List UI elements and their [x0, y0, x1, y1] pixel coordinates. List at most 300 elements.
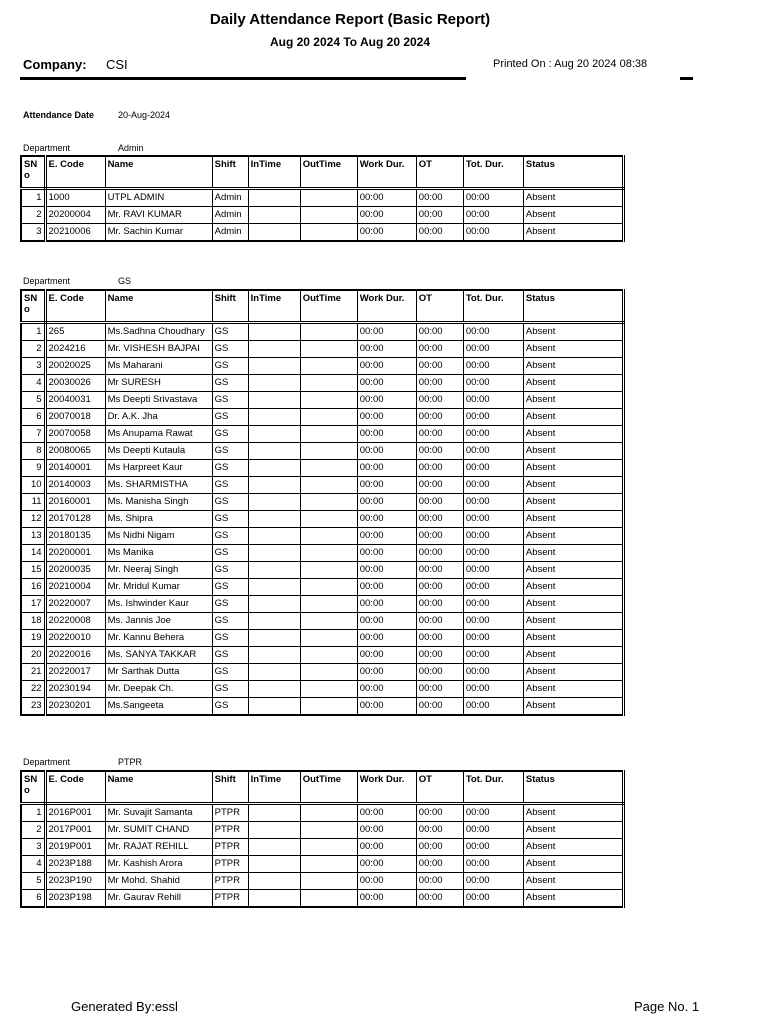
table-row — [21, 698, 624, 716]
table-cell: Absent — [523, 596, 623, 613]
table-cell: 20220016 — [45, 647, 105, 664]
table-cell — [248, 856, 300, 873]
table-cell: Absent — [523, 224, 623, 242]
table-cell: 00:00 — [357, 477, 416, 494]
table-cell: 00:00 — [357, 375, 416, 392]
page-number: Page No. 1 — [634, 999, 700, 1014]
table-cell: 2 — [21, 207, 45, 224]
table-cell: Absent — [523, 511, 623, 528]
table-cell: 00:00 — [416, 511, 463, 528]
table-cell: 00:00 — [357, 189, 416, 207]
table-cell — [248, 839, 300, 856]
table-cell: 19 — [21, 630, 45, 647]
table-cell: 00:00 — [463, 409, 523, 426]
table-cell: Ms. Jannis Joe — [105, 613, 212, 630]
table-cell: 20200035 — [45, 562, 105, 579]
table-row — [21, 890, 624, 908]
table-cell: 20070018 — [45, 409, 105, 426]
table-cell: GS — [212, 494, 248, 511]
table-cell: 00:00 — [416, 804, 463, 822]
table-cell — [248, 392, 300, 409]
column-header: SN o — [21, 771, 45, 804]
table-cell: Absent — [523, 409, 623, 426]
table-cell: 20180135 — [45, 528, 105, 545]
table-cell: 00:00 — [357, 630, 416, 647]
table-cell: 17 — [21, 596, 45, 613]
table-cell — [248, 873, 300, 890]
table-cell: 20 — [21, 647, 45, 664]
table-cell: Ms. SHARMISTHA — [105, 477, 212, 494]
table-row — [21, 494, 624, 511]
table-cell: 00:00 — [416, 341, 463, 358]
table-row — [21, 224, 624, 242]
table-cell: 00:00 — [416, 528, 463, 545]
table-cell: 5 — [21, 873, 45, 890]
table-cell: 00:00 — [416, 681, 463, 698]
table-cell: 20200001 — [45, 545, 105, 562]
table-cell: 1 — [21, 323, 45, 341]
table-cell: Ms Maharani — [105, 358, 212, 375]
table-cell — [248, 804, 300, 822]
table-cell: 20230194 — [45, 681, 105, 698]
table-cell — [300, 460, 357, 477]
table-cell: 20210006 — [45, 224, 105, 242]
table-cell: 00:00 — [463, 189, 523, 207]
table-cell — [248, 681, 300, 698]
table-cell: Mr. RAJAT REHILL — [105, 839, 212, 856]
table-cell: Ms.Sangeeta — [105, 698, 212, 716]
table-cell: 00:00 — [463, 630, 523, 647]
table-cell — [300, 613, 357, 630]
table-cell — [248, 460, 300, 477]
printed-on: Printed On : Aug 20 2024 08:38 — [493, 58, 648, 70]
table-cell — [300, 392, 357, 409]
table-cell: 10 — [21, 477, 45, 494]
table-cell: 00:00 — [357, 323, 416, 341]
table-row — [21, 392, 624, 409]
table-cell: 00:00 — [357, 856, 416, 873]
table-cell: 00:00 — [463, 839, 523, 856]
table-cell: Mr. Sachin Kumar — [105, 224, 212, 242]
table-cell: 00:00 — [357, 426, 416, 443]
table-cell: GS — [212, 647, 248, 664]
table-cell — [248, 528, 300, 545]
table-cell: 12 — [21, 511, 45, 528]
table-cell: 00:00 — [463, 528, 523, 545]
column-header: Work Dur. — [357, 156, 416, 189]
department-label: Department — [23, 276, 71, 286]
column-header: Tot. Dur. — [463, 290, 523, 323]
table-cell: Absent — [523, 189, 623, 207]
report-title: Daily Attendance Report (Basic Report) — [209, 11, 491, 28]
table-cell: 00:00 — [463, 323, 523, 341]
table-cell: 00:00 — [463, 873, 523, 890]
table-cell: Mr. Kashish Arora — [105, 856, 212, 873]
table-cell: 2019P001 — [45, 839, 105, 856]
table-cell — [248, 409, 300, 426]
table-cell: GS — [212, 630, 248, 647]
table-cell: 00:00 — [463, 358, 523, 375]
table-row — [21, 426, 624, 443]
department-name: PTPR — [118, 757, 143, 767]
table-header-row — [21, 771, 624, 804]
table-cell: 6 — [21, 890, 45, 908]
column-header: Shift — [212, 771, 248, 804]
table-cell: GS — [212, 511, 248, 528]
table-cell: Mr. VISHESH BAJPAI — [105, 341, 212, 358]
table-cell: Absent — [523, 664, 623, 681]
table-cell: Absent — [523, 873, 623, 890]
table-cell: 00:00 — [357, 839, 416, 856]
table-header-row — [21, 290, 624, 323]
table-cell — [300, 681, 357, 698]
table-cell — [300, 856, 357, 873]
table-cell: 00:00 — [416, 613, 463, 630]
table-cell — [248, 341, 300, 358]
column-header: OutTime — [300, 290, 357, 323]
table-cell: 4 — [21, 856, 45, 873]
table-cell — [300, 375, 357, 392]
company-label: Company: — [23, 57, 87, 72]
department-name: GS — [118, 276, 132, 286]
table-cell: 00:00 — [357, 596, 416, 613]
table-cell: 00:00 — [416, 224, 463, 242]
table-cell — [248, 545, 300, 562]
table-row — [21, 613, 624, 630]
table-cell — [300, 664, 357, 681]
table-cell: 00:00 — [357, 613, 416, 630]
table-cell: Absent — [523, 804, 623, 822]
table-cell: 2017P001 — [45, 822, 105, 839]
table-cell — [300, 341, 357, 358]
table-cell: 20210004 — [45, 579, 105, 596]
table-cell: 2 — [21, 822, 45, 839]
table-header-row — [21, 156, 624, 189]
table-cell: 20220007 — [45, 596, 105, 613]
table-cell: 00:00 — [416, 822, 463, 839]
table-cell: PTPR — [212, 890, 248, 908]
table-cell: 1 — [21, 804, 45, 822]
table-cell — [248, 477, 300, 494]
column-header: Tot. Dur. — [463, 771, 523, 804]
column-header: Name — [105, 290, 212, 323]
table-cell: Ms Deepti Kutaula — [105, 443, 212, 460]
table-cell — [300, 358, 357, 375]
table-cell: Mr. Deepak Ch. — [105, 681, 212, 698]
table-cell: 21 — [21, 664, 45, 681]
table-cell: 00:00 — [357, 443, 416, 460]
table-cell: GS — [212, 426, 248, 443]
table-cell: 00:00 — [416, 856, 463, 873]
column-header: OutTime — [300, 771, 357, 804]
table-cell: GS — [212, 477, 248, 494]
table-row — [21, 189, 624, 207]
table-cell: Absent — [523, 460, 623, 477]
table-cell: Absent — [523, 426, 623, 443]
attendance-table — [20, 289, 625, 716]
table-cell: PTPR — [212, 804, 248, 822]
table-cell: 00:00 — [416, 647, 463, 664]
table-cell: 9 — [21, 460, 45, 477]
table-cell: PTPR — [212, 839, 248, 856]
table-cell: Mr. SUMIT CHAND — [105, 822, 212, 839]
table-cell: 20140003 — [45, 477, 105, 494]
table-cell: 00:00 — [463, 822, 523, 839]
table-row — [21, 822, 624, 839]
table-cell: 00:00 — [357, 873, 416, 890]
table-cell: Ms Manika — [105, 545, 212, 562]
table-cell: Absent — [523, 630, 623, 647]
table-cell — [300, 207, 357, 224]
table-cell: 20070058 — [45, 426, 105, 443]
table-cell: 00:00 — [416, 460, 463, 477]
table-row — [21, 681, 624, 698]
table-cell — [300, 839, 357, 856]
table-cell: 20020025 — [45, 358, 105, 375]
table-cell: 00:00 — [463, 341, 523, 358]
table-cell: 11 — [21, 494, 45, 511]
table-cell: 2023P190 — [45, 873, 105, 890]
table-row — [21, 579, 624, 596]
table-cell: 18 — [21, 613, 45, 630]
table-cell — [300, 528, 357, 545]
table-cell: 00:00 — [416, 189, 463, 207]
table-cell: 16 — [21, 579, 45, 596]
table-row — [21, 562, 624, 579]
table-cell: 00:00 — [357, 460, 416, 477]
table-cell — [300, 224, 357, 242]
table-cell — [300, 189, 357, 207]
table-cell — [248, 613, 300, 630]
table-cell: 00:00 — [463, 698, 523, 716]
table-cell: GS — [212, 358, 248, 375]
table-cell: 00:00 — [463, 613, 523, 630]
table-cell: 2023P198 — [45, 890, 105, 908]
table-cell — [248, 596, 300, 613]
column-header: OT — [416, 771, 463, 804]
table-cell: 265 — [45, 323, 105, 341]
table-cell: 00:00 — [357, 822, 416, 839]
table-cell: GS — [212, 443, 248, 460]
column-header: InTime — [248, 771, 300, 804]
table-row — [21, 630, 624, 647]
table-cell: 00:00 — [357, 562, 416, 579]
table-cell: GS — [212, 545, 248, 562]
table-cell: 13 — [21, 528, 45, 545]
table-cell: 00:00 — [463, 207, 523, 224]
table-row — [21, 323, 624, 341]
table-cell — [300, 511, 357, 528]
table-cell: 00:00 — [357, 698, 416, 716]
column-header: OT — [416, 290, 463, 323]
table-cell — [300, 323, 357, 341]
report-date-range: Aug 20 2024 To Aug 20 2024 — [269, 35, 431, 49]
attendance-table — [20, 155, 625, 242]
table-cell: 00:00 — [357, 804, 416, 822]
table-cell — [300, 545, 357, 562]
header-rule — [20, 77, 466, 80]
table-cell — [248, 358, 300, 375]
table-cell: 00:00 — [357, 392, 416, 409]
table-cell: Absent — [523, 822, 623, 839]
table-cell: 00:00 — [416, 323, 463, 341]
column-header: SN o — [21, 156, 45, 189]
table-cell: Absent — [523, 839, 623, 856]
column-header: E. Code — [45, 156, 105, 189]
table-cell: Absent — [523, 613, 623, 630]
table-cell — [248, 890, 300, 908]
table-cell: Absent — [523, 856, 623, 873]
table-cell: Mr. Gaurav Rehill — [105, 890, 212, 908]
table-cell: 00:00 — [357, 579, 416, 596]
department-label: Department — [23, 143, 71, 153]
table-cell: Mr SURESH — [105, 375, 212, 392]
table-cell: 00:00 — [463, 392, 523, 409]
table-cell: 00:00 — [463, 856, 523, 873]
table-cell: 20200004 — [45, 207, 105, 224]
table-cell: Dr. A.K. Jha — [105, 409, 212, 426]
table-cell: Absent — [523, 579, 623, 596]
column-header: Name — [105, 771, 212, 804]
table-row — [21, 443, 624, 460]
table-cell — [300, 562, 357, 579]
table-cell: Ms. Ishwinder Kaur — [105, 596, 212, 613]
table-cell: 00:00 — [416, 579, 463, 596]
table-cell: Absent — [523, 207, 623, 224]
table-cell: 20230201 — [45, 698, 105, 716]
table-cell: PTPR — [212, 856, 248, 873]
table-cell — [248, 207, 300, 224]
table-row — [21, 856, 624, 873]
table-cell: Absent — [523, 392, 623, 409]
column-header: OT — [416, 156, 463, 189]
table-row — [21, 358, 624, 375]
table-cell: 00:00 — [357, 890, 416, 908]
column-header: Work Dur. — [357, 290, 416, 323]
table-row — [21, 477, 624, 494]
table-cell: 20160001 — [45, 494, 105, 511]
table-cell — [300, 477, 357, 494]
table-cell: Absent — [523, 698, 623, 716]
table-cell: 00:00 — [463, 224, 523, 242]
table-cell: GS — [212, 613, 248, 630]
table-cell: 00:00 — [463, 494, 523, 511]
table-cell: 20220010 — [45, 630, 105, 647]
table-cell: GS — [212, 528, 248, 545]
table-cell: 00:00 — [463, 596, 523, 613]
column-header: SN o — [21, 290, 45, 323]
table-cell: 00:00 — [463, 460, 523, 477]
table-row — [21, 511, 624, 528]
table-cell: 00:00 — [357, 511, 416, 528]
table-cell: 2023P188 — [45, 856, 105, 873]
table-cell: Ms. Shipra — [105, 511, 212, 528]
department-name: Admin — [118, 143, 144, 153]
table-cell: GS — [212, 596, 248, 613]
table-cell — [248, 664, 300, 681]
table-row — [21, 647, 624, 664]
table-cell: Ms.Sadhna Choudhary — [105, 323, 212, 341]
table-row — [21, 545, 624, 562]
table-cell: Absent — [523, 528, 623, 545]
table-cell: Absent — [523, 647, 623, 664]
table-cell: 00:00 — [416, 664, 463, 681]
table-row — [21, 804, 624, 822]
table-cell: 00:00 — [416, 409, 463, 426]
table-cell: Absent — [523, 341, 623, 358]
table-cell: Ms Anupama Rawat — [105, 426, 212, 443]
table-cell: GS — [212, 323, 248, 341]
table-cell — [300, 698, 357, 716]
table-cell — [248, 323, 300, 341]
table-cell: GS — [212, 341, 248, 358]
table-cell: GS — [212, 664, 248, 681]
table-cell: 20030026 — [45, 375, 105, 392]
table-cell: 00:00 — [463, 579, 523, 596]
column-header: E. Code — [45, 290, 105, 323]
table-cell: 6 — [21, 409, 45, 426]
table-cell: Mr. Suvajit Samanta — [105, 804, 212, 822]
column-header: Tot. Dur. — [463, 156, 523, 189]
table-cell: 00:00 — [463, 375, 523, 392]
table-cell: 00:00 — [416, 426, 463, 443]
table-cell: Absent — [523, 562, 623, 579]
table-cell: 00:00 — [463, 681, 523, 698]
table-cell: 3 — [21, 839, 45, 856]
table-cell: 00:00 — [357, 409, 416, 426]
table-cell: 5 — [21, 392, 45, 409]
table-cell: 20080065 — [45, 443, 105, 460]
table-cell: 15 — [21, 562, 45, 579]
table-cell: 00:00 — [416, 839, 463, 856]
table-cell: 00:00 — [416, 596, 463, 613]
table-cell: Ms Nidhi Nigam — [105, 528, 212, 545]
table-cell: 2016P001 — [45, 804, 105, 822]
table-cell — [300, 494, 357, 511]
table-cell: 00:00 — [416, 477, 463, 494]
table-cell: 00:00 — [416, 443, 463, 460]
table-cell: 00:00 — [416, 545, 463, 562]
table-cell — [248, 647, 300, 664]
table-cell: 20140001 — [45, 460, 105, 477]
table-cell: Mr Mohd. Shahid — [105, 873, 212, 890]
table-cell: 00:00 — [357, 207, 416, 224]
table-cell: Ms Harpreet Kaur — [105, 460, 212, 477]
table-cell — [300, 579, 357, 596]
table-cell — [248, 443, 300, 460]
department-label: Department — [23, 757, 71, 767]
table-cell: 00:00 — [357, 528, 416, 545]
table-cell: Mr. Mridul Kumar — [105, 579, 212, 596]
table-cell — [248, 630, 300, 647]
table-cell: 00:00 — [463, 477, 523, 494]
table-cell — [248, 375, 300, 392]
table-cell: Absent — [523, 375, 623, 392]
table-cell: Ms. SANYA TAKKAR — [105, 647, 212, 664]
table-cell — [300, 873, 357, 890]
table-cell: Admin — [212, 189, 248, 207]
table-cell — [300, 630, 357, 647]
table-row — [21, 873, 624, 890]
column-header: Status — [523, 290, 623, 323]
table-row — [21, 596, 624, 613]
column-header: Shift — [212, 156, 248, 189]
table-cell — [248, 511, 300, 528]
table-cell: GS — [212, 562, 248, 579]
table-cell: GS — [212, 409, 248, 426]
table-cell: 00:00 — [357, 647, 416, 664]
column-header: Status — [523, 771, 623, 804]
